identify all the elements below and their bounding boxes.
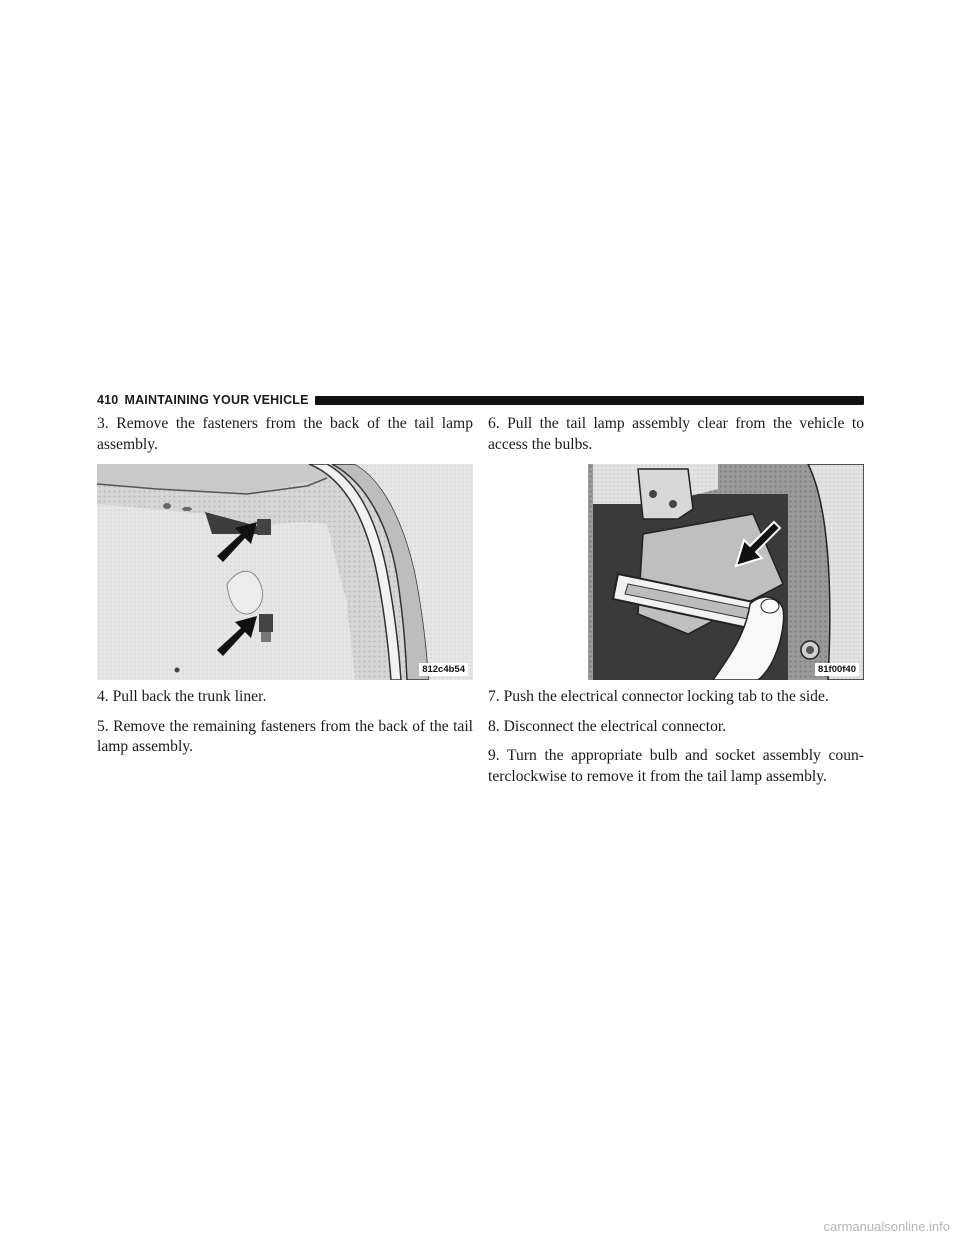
tail-lamp-figure: [488, 464, 864, 680]
page-number: 410: [97, 393, 119, 407]
step-3-text: 3. Remove the fasteners from the back of the tail lamp assembly.: [97, 415, 473, 453]
step-9-text: 9. Turn the appropriate bulb and socket assembly coun-terclockwise to remove it from the tail lamp assembly.: [488, 747, 864, 785]
section-title: MAINTAINING YOUR VEHICLE: [124, 393, 309, 407]
header-rule: [315, 396, 864, 405]
step-8-text: 8. Disconnect the electrical connector.: [488, 717, 727, 735]
running-header: [97, 392, 864, 408]
tail-lamp-illustration: [488, 464, 864, 680]
step-5-text: 5. Remove the remaining fasteners from the back of the tail lamp assembly.: [97, 717, 473, 755]
left-column: [97, 414, 473, 767]
watermark: carmanualsonline.info: [823, 1219, 950, 1234]
step-4-text: 4. Pull back the trunk liner.: [97, 688, 267, 705]
right-column: [488, 414, 864, 796]
figure-code: 812c4b54: [419, 663, 468, 676]
step-7-text: 7. Push the electrical connector locking tab to the side.: [488, 688, 829, 705]
step-6-text: 6. Pull the tail lamp assembly clear from the vehicle to access the bulbs.: [488, 415, 864, 453]
trunk-fasteners-figure: [97, 464, 473, 680]
trunk-fasteners-illustration: [97, 464, 473, 680]
figure-code: 81f00f40: [815, 663, 859, 676]
